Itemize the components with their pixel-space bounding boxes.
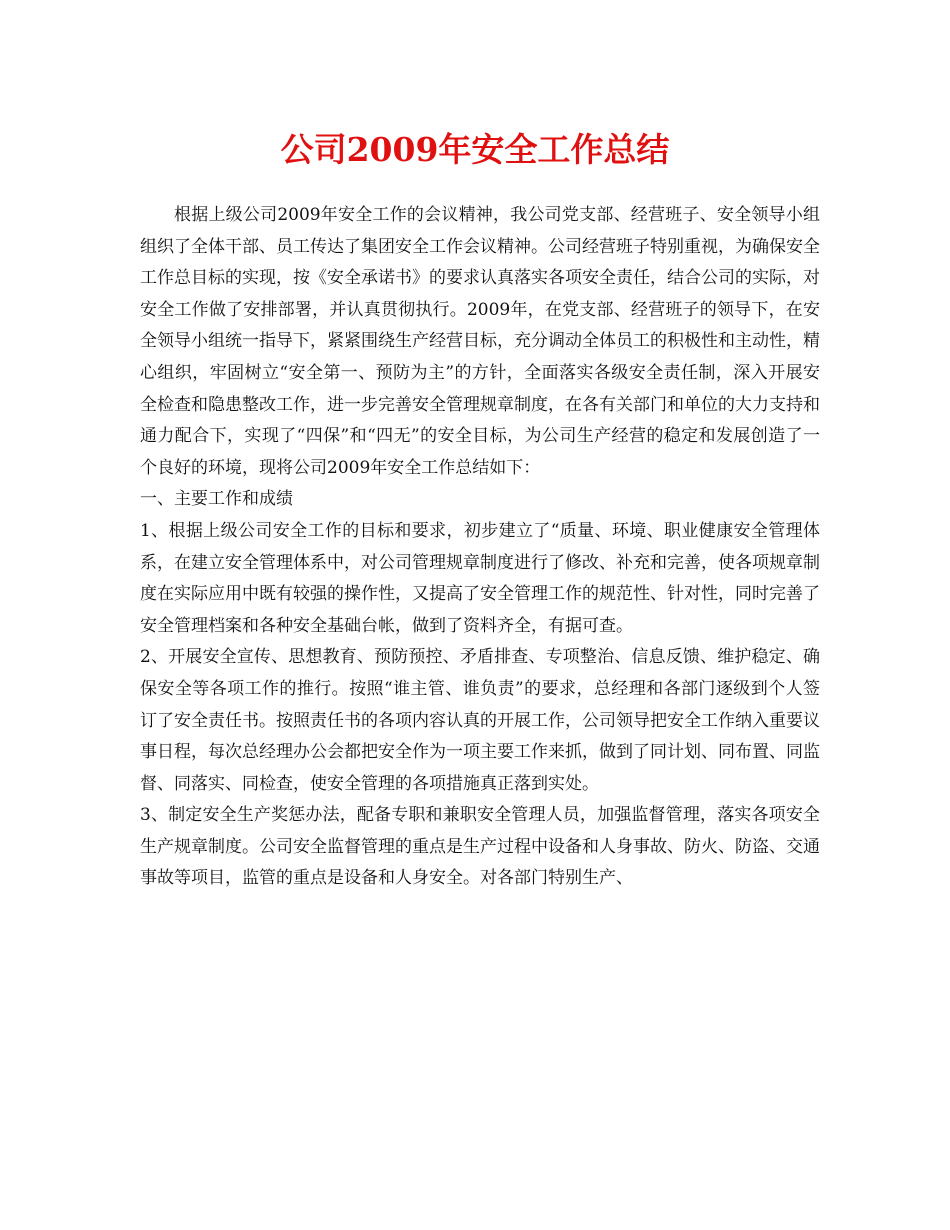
document-title: 公司2009年安全工作总结 bbox=[280, 130, 670, 169]
list-item-3: 3、制定安全生产奖惩办法，配备专职和兼职安全管理人员，加强监督管理，落实各项安全生产规章制度。公司安全监督管理的重点是生产过程中设备和人身事故、防火、防盗、交通事故等项目，监管的重点是设备和人身安全。对各部门特别生产、 bbox=[140, 805, 820, 889]
document-body bbox=[140, 200, 820, 895]
list-item-1: 1、根据上级公司安全工作的目标和要求，初步建立了“质量、环境、职业健康安全管理体系，在建立安全管理体系中，对公司管理规章制度进行了修改、补充和完善，使各项规章制度在实际应用中既有较强的操作性，又提高了安全管理工作的规范性、针对性，同时完善了安全管理档案和各种安全基础台帐，做到了资料齐全，有据可查。 bbox=[140, 520, 820, 636]
section-heading: 一、主要工作和成绩 bbox=[140, 489, 293, 510]
intro-paragraph: 根据上级公司2009年安全工作的会议精神，我公司党支部、经营班子、安全领导小组组织了全体干部、员工传达了集团安全工作会议精神。公司经营班子特别重视，为确保安全工作总目标的实现，按《安全承诺书》的要求认真落实各项安全责任，结合公司的实际，对安全工作做了安排部署，并认真贯彻执行。2009年，在党支部、经营班子的领导下，在安全领导小组统一指导下，紧紧围绕生产经营目标，充分调动全体员工的积极性和主动性，精心组织，牢固树立“安全第一、预防为主”的方针，全面落实各级安全责任制，深入开展安全检查和隐患整改工作，进一步完善安全管理规章制度，在各有关部门和单位的大力支持和通力配合下，实现了“四保”和“四无”的安全目标，为公司生产经营的稳定和发展创造了一个良好的环境，现将公司2009年安全工作总结如下： bbox=[140, 205, 820, 478]
list-item-2: 2、开展安全宣传、思想教育、预防预控、矛盾排查、专项整治、信息反馈、维护稳定、确保安全等各项工作的推行。按照“谁主管、谁负责”的要求，总经理和各部门逐级到个人签订了安全责任书。按照责任书的各项内容认真的开展工作，公司领导把安全工作纳入重要议事日程，每次总经理办公会都把安全作为一项主要工作来抓，做到了同计划、同布置、同监督、同落实、同检查，使安全管理的各项措施真正落到实处。 bbox=[140, 647, 820, 794]
